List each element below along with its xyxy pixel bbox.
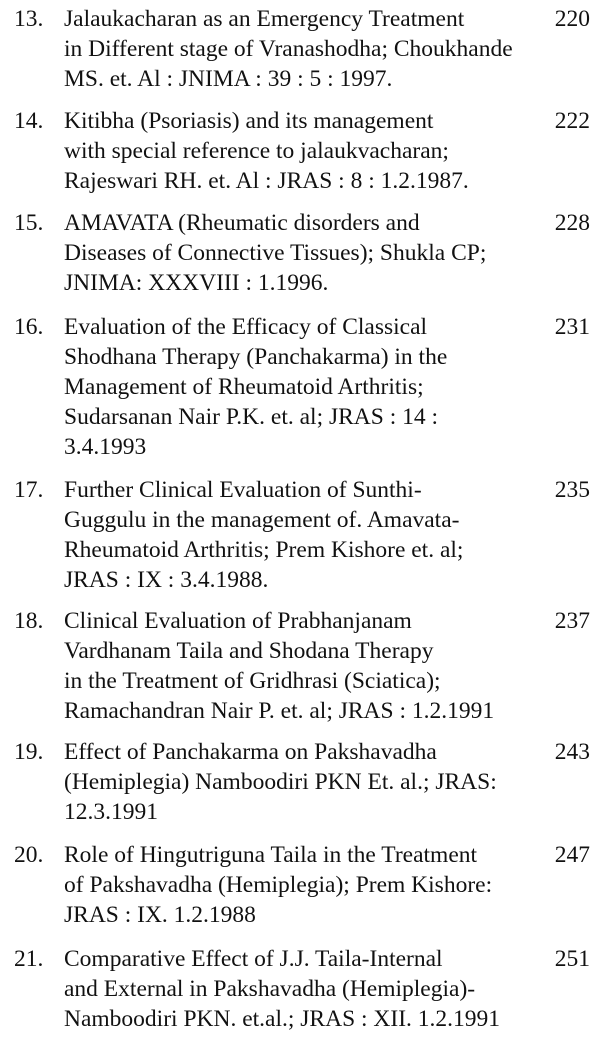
entry-page-number: 243 — [554, 739, 590, 765]
entry-line: Jalaukacharan as an Emergency Treatment — [64, 6, 465, 32]
entry-page-number: 237 — [554, 608, 590, 634]
entry-number: 21. — [14, 946, 44, 972]
toc-entry — [14, 606, 596, 726]
entry-page-number: 220 — [554, 6, 590, 32]
entry-line: 3.4.1993 — [64, 434, 147, 460]
entry-page-number: 231 — [554, 314, 590, 340]
entry-line: Rheumatoid Arthritis; Prem Kishore et. al; — [64, 537, 464, 563]
entry-line: Sudarsanan Nair P.K. et. al; JRAS : 14 : — [64, 404, 439, 430]
entry-line: Ramachandran Nair P. et. al; JRAS : 1.2.1991 — [64, 698, 495, 724]
entry-page-number: 235 — [554, 477, 590, 503]
toc-entry — [14, 208, 596, 298]
entry-line: Further Clinical Evaluation of Sunthi- — [64, 477, 422, 503]
entry-number: 16. — [14, 314, 44, 340]
entry-line: JRAS : IX : 3.4.1988. — [64, 567, 269, 593]
entry-line: JRAS : IX. 1.2.1988 — [64, 902, 256, 928]
entry-line: Shodhana Therapy (Panchakarma) in the — [64, 344, 448, 370]
entry-line: in the Treatment of Gridhrasi (Sciatica); — [64, 668, 441, 694]
entry-number: 18. — [14, 608, 44, 634]
entry-line: Clinical Evaluation of Prabhanjanam — [64, 608, 412, 634]
entry-line: Diseases of Connective Tissues); Shukla CP; — [64, 240, 487, 266]
entry-line: Namboodiri PKN. et.al.; JRAS : XII. 1.2.1991 — [64, 1006, 501, 1032]
entry-page-number: 247 — [554, 842, 590, 868]
entry-line: Rajeswari RH. et. Al : JRAS : 8 : 1.2.1987. — [64, 168, 469, 194]
entry-page-number: 251 — [554, 946, 590, 972]
entry-number: 17. — [14, 477, 44, 503]
entry-line: 12.3.1991 — [64, 799, 158, 825]
toc-entry — [14, 737, 596, 827]
entry-line: Management of Rheumatoid Arthritis; — [64, 374, 424, 400]
toc-entry — [14, 944, 596, 1034]
entry-line: AMAVATA (Rheumatic disorders and — [64, 210, 420, 236]
entry-line: Vardhanam Taila and Shodana Therapy — [64, 638, 434, 664]
entry-number: 19. — [14, 739, 44, 765]
entry-line: Effect of Panchakarma on Pakshavadha — [64, 739, 437, 765]
entry-line: and External in Pakshavadha (Hemiplegia)- — [64, 976, 476, 1002]
entry-line: MS. et. Al : JNIMA : 39 : 5 : 1997. — [64, 66, 393, 92]
entry-line: Role of Hingutriguna Taila in the Treatment — [64, 842, 478, 868]
entry-line: of Pakshavadha (Hemiplegia); Prem Kishore: — [64, 872, 493, 898]
entry-page-number: 222 — [554, 108, 590, 134]
entry-number: 15. — [14, 210, 44, 236]
toc-entry — [14, 4, 596, 94]
entry-line: JNIMA: XXXVIII : 1.1996. — [64, 270, 329, 296]
entry-number: 13. — [14, 6, 44, 32]
entry-page-number: 228 — [554, 210, 590, 236]
entry-line: Comparative Effect of J.J. Taila-Internal — [64, 946, 443, 972]
toc-entry — [14, 840, 596, 930]
toc-entry — [14, 312, 596, 462]
entry-line: with special reference to jalaukvacharan; — [64, 138, 449, 164]
toc-entry — [14, 475, 596, 595]
entry-line: in Different stage of Vranashodha; Choukhande — [64, 36, 513, 62]
entry-line: Guggulu in the management of. Amavata- — [64, 507, 460, 533]
entry-line: Evaluation of the Efficacy of Classical — [64, 314, 428, 340]
toc-entry — [14, 106, 596, 196]
entry-number: 14. — [14, 108, 44, 134]
entry-line: (Hemiplegia) Namboodiri PKN Et. al.; JRAS: — [64, 769, 497, 795]
entry-number: 20. — [14, 842, 44, 868]
entry-line: Kitibha (Psoriasis) and its management — [64, 108, 434, 134]
